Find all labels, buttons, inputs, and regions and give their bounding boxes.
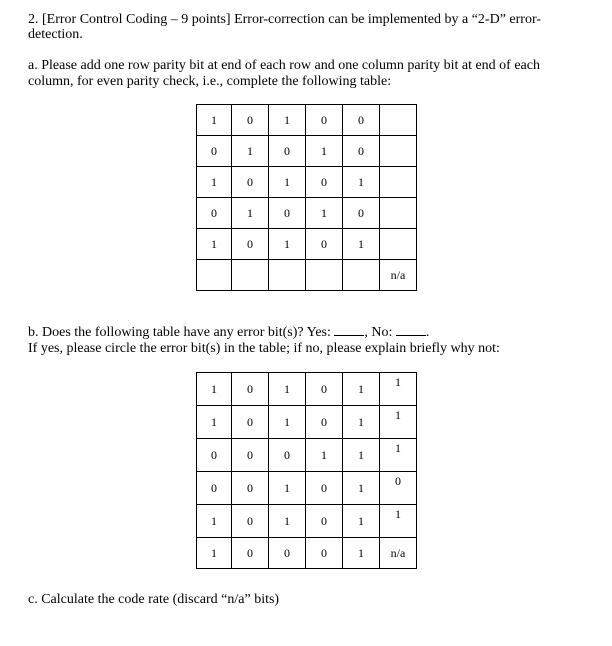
table-cell: 0 — [232, 105, 269, 136]
table-cell: 0 — [232, 373, 269, 406]
table-cell: 1 — [380, 373, 417, 406]
table-cell: 1 — [343, 538, 380, 569]
question-header-line2: detection. — [28, 27, 83, 42]
table-cell: 0 — [197, 198, 232, 229]
table-cell: 0 — [306, 538, 343, 569]
table-cell: 1 — [306, 198, 343, 229]
table-cell: 0 — [232, 538, 269, 569]
part-b-question-mid: , No: — [364, 325, 396, 340]
table-cell: 0 — [343, 136, 380, 167]
table-cell: 0 — [269, 439, 306, 472]
table-cell[interactable] — [269, 260, 306, 291]
table-cell: 0 — [343, 105, 380, 136]
table-cell: 1 — [269, 505, 306, 538]
question-header-line1: 2. [Error Control Coding – 9 points] Error-correction can be implemented by a “2-D” error- — [28, 12, 541, 27]
part-c-question: c. Calculate the code rate (discard “n/a” bits) — [28, 592, 280, 607]
table-cell: 0 — [232, 439, 269, 472]
table-cell[interactable] — [380, 105, 417, 136]
table-row — [197, 198, 417, 229]
table-cell: 1 — [380, 439, 417, 472]
table-cell: 1 — [197, 105, 232, 136]
table-cell: 0 — [306, 167, 343, 198]
table-cell[interactable] — [380, 229, 417, 260]
table-cell: 0 — [269, 198, 306, 229]
table-row — [197, 136, 417, 167]
table-row — [197, 406, 417, 439]
table-cell: 0 — [306, 505, 343, 538]
table-cell: 1 — [197, 538, 232, 569]
table-cell: 1 — [232, 136, 269, 167]
table-cell: 1 — [269, 105, 306, 136]
table-row — [197, 373, 417, 406]
part-a-instruction-line2: column, for even parity check, i.e., complete the following table: — [28, 74, 392, 89]
table-cell: 0 — [232, 472, 269, 505]
table-cell: n/a — [380, 260, 417, 291]
table-cell: 1 — [380, 406, 417, 439]
table-cell: 0 — [269, 136, 306, 167]
table-cell[interactable] — [380, 198, 417, 229]
table-row — [197, 105, 417, 136]
table-cell: 1 — [197, 229, 232, 260]
table-cell: 1 — [197, 167, 232, 198]
table-cell: 1 — [269, 406, 306, 439]
table-cell: 0 — [306, 105, 343, 136]
table-cell: 0 — [232, 229, 269, 260]
table-row — [197, 229, 417, 260]
part-b-question-prefix: b. Does the following table have any error bit(s)? Yes: — [28, 325, 335, 340]
table-cell: 1 — [343, 439, 380, 472]
table-cell[interactable] — [232, 260, 269, 291]
table-cell[interactable] — [306, 260, 343, 291]
table-cell: 0 — [306, 472, 343, 505]
table-cell: 0 — [343, 198, 380, 229]
table-cell: 1 — [306, 136, 343, 167]
table-cell: 0 — [197, 136, 232, 167]
table-cell: 1 — [343, 229, 380, 260]
table-cell: 1 — [269, 472, 306, 505]
table-cell: 1 — [197, 505, 232, 538]
table-row — [197, 439, 417, 472]
table-cell: 0 — [197, 439, 232, 472]
table-cell: 1 — [197, 373, 232, 406]
table-cell: 1 — [343, 373, 380, 406]
table-cell: 0 — [197, 472, 232, 505]
parity-table-b — [196, 372, 417, 569]
table-cell: 0 — [306, 406, 343, 439]
table-cell: 1 — [343, 167, 380, 198]
no-answer-blank[interactable] — [396, 323, 426, 336]
table-cell: 0 — [306, 373, 343, 406]
yes-answer-blank[interactable] — [334, 323, 364, 336]
table-row — [197, 167, 417, 198]
parity-table-a — [196, 104, 417, 291]
table-cell: 1 — [269, 373, 306, 406]
table-row — [197, 472, 417, 505]
table-cell: 0 — [232, 406, 269, 439]
table-cell: 0 — [232, 505, 269, 538]
table-row — [197, 505, 417, 538]
table-cell: 1 — [343, 505, 380, 538]
table-cell[interactable] — [343, 260, 380, 291]
table-cell: 1 — [197, 406, 232, 439]
table-cell: 1 — [269, 167, 306, 198]
table-cell: 1 — [343, 472, 380, 505]
table-cell[interactable] — [380, 167, 417, 198]
table-cell: 1 — [306, 439, 343, 472]
table-cell: 1 — [343, 406, 380, 439]
table-cell: 1 — [232, 198, 269, 229]
table-cell: 1 — [269, 229, 306, 260]
part-b-question-line2: If yes, please circle the error bit(s) in the table; if no, please explain briefly why not: — [28, 341, 500, 356]
part-b-question-end: . — [425, 325, 430, 340]
table-cell: 0 — [232, 167, 269, 198]
table-cell: 0 — [269, 538, 306, 569]
table-row — [197, 538, 417, 569]
table-cell: 0 — [306, 229, 343, 260]
table-cell[interactable] — [380, 136, 417, 167]
part-a-instruction-line1: a. Please add one row parity bit at end of each row and one column parity bit at end of each — [28, 58, 540, 73]
table-cell: 0 — [380, 472, 417, 505]
table-cell: 1 — [380, 505, 417, 538]
table-cell: n/a — [380, 538, 417, 569]
table-cell[interactable] — [197, 260, 232, 291]
table-row — [197, 260, 417, 291]
